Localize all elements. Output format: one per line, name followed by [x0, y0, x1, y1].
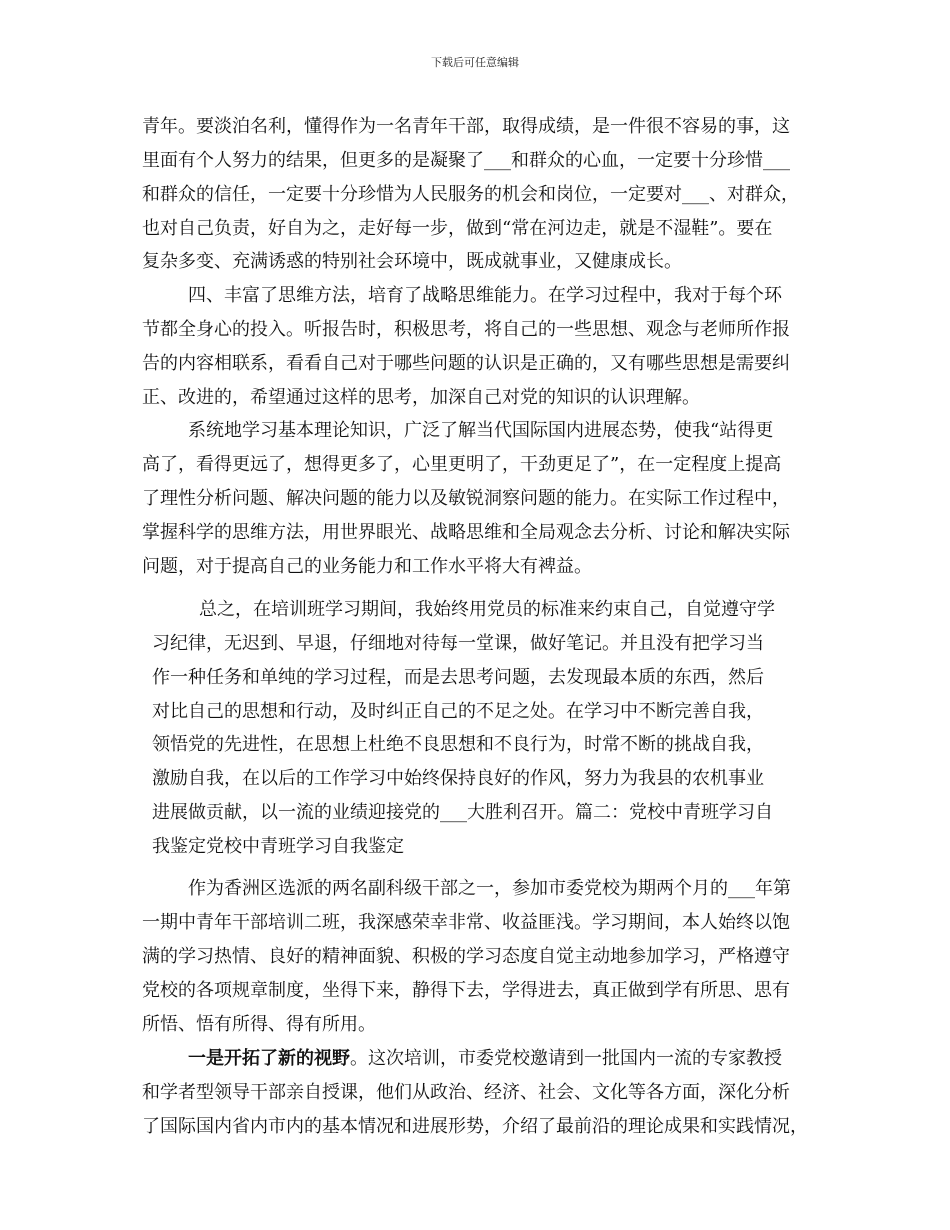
- paragraph-3-line: 了理性分析问题、解决问题的能力以及敏锐洞察问题的能力。在实际工作过程中，: [142, 488, 790, 509]
- paragraph-4-line: 对比自己的思想和行动，及时纠正自己的不足之处。在学习中不断完善自我，: [152, 701, 764, 722]
- paragraph-2-line: 四、丰富了思维方法，培育了战略思维能力。在学习过程中，我对于每个环: [188, 285, 782, 306]
- paragraph-4-line: 习纪律，无迟到、早退，仔细地对待每一堂课，做好笔记。并且没有把学习当: [152, 633, 764, 654]
- page-header: 下载后可任意编辑: [431, 56, 519, 69]
- paragraph-3-line: 系统地学习基本理论知识，广泛了解当代国际国内进展态势，使我“站得更: [188, 420, 774, 441]
- paragraph-5-line: 满的学习热情、良好的精神面貌、积极的学习态度自觉主动地参加学习，严格遵守: [142, 946, 790, 967]
- paragraph-6-line: 和学者型领导干部亲自授课，他们从政治、经济、社会、文化等各方面，深化分析: [142, 1082, 790, 1103]
- paragraph-6-heading: 一是开拓了新的视野: [188, 1048, 350, 1069]
- paragraph-1-line: 复杂多变、充满诱惑的特别社会环境中，既成就事业，又健康成长。: [142, 251, 682, 272]
- paragraph-4-line: 作一种任务和单纯的学习过程，而是去思考问题，去发现最本质的东西，然后: [152, 667, 764, 688]
- paragraph-1-line: 里面有个人努力的结果，但更多的是凝聚了___和群众的心血，一定要十分珍惜___: [142, 150, 790, 171]
- paragraph-6-line: 了国际国内省内市内的基本情况和进展形势，介绍了最前沿的理论成果和实践情况，: [142, 1116, 808, 1137]
- paragraph-2-line: 正、改进的，希望通过这样的思考，加深自己对党的知识的认识理解。: [142, 387, 700, 408]
- paragraph-3-line: 问题，对于提高自己的业务能力和工作水平将大有裨益。: [142, 556, 592, 577]
- paragraph-1-line: 青年。要淡泊名利，懂得作为一名青年干部，取得成绩，是一件很不容易的事，这: [142, 116, 790, 137]
- paragraph-5-line: 作为香洲区选派的两名副科级干部之一，参加市委党校为期两个月的___年第: [188, 878, 791, 899]
- paragraph-4-line: 进展做贡献，以一流的业绩迎接党的___大胜利召开。篇二：党校中青班学习自: [152, 802, 773, 823]
- paragraph-5-line: 一期中青年干部培训二班，我深感荣幸非常、收益匪浅。学习期间，本人始终以饱: [142, 912, 790, 933]
- paragraph-1-line: 也对自己负责，好自为之，走好每一步，做到“常在河边走，就是不湿鞋”。要在: [142, 218, 773, 239]
- paragraph-2-line: 告的内容相联系，看看自己对于哪些问题的认识是正确的，又有哪些思想是需要纠: [142, 353, 790, 374]
- paragraph-4-line: 领悟党的先进性，在思想上杜绝不良思想和不良行为，时常不断的挑战自我，: [152, 734, 764, 755]
- paragraph-4-line: 我鉴定党校中青班学习自我鉴定: [152, 836, 404, 857]
- paragraph-6-lead-text: 。这次培训，市委党校邀请到一批国内一流的专家教授: [350, 1048, 782, 1069]
- paragraph-4-line: 总之，在培训班学习期间，我始终用党员的标准来约束自己，自觉遵守学: [199, 599, 775, 620]
- paragraph-2-line: 节都全身心的投入。听报告时，积极思考，将自己的一些思想、观念与老师所作报: [142, 319, 790, 340]
- paragraph-3-line: 掌握科学的思维方法，用世界眼光、战略思维和全局观念去分析、讨论和解决实际: [142, 522, 790, 543]
- paragraph-5-line: 党校的各项规章制度，坐得下来，静得下去，学得进去，真正做到学有所思、思有: [142, 980, 790, 1001]
- paragraph-4-line: 激励自我，在以后的工作学习中始终保持良好的作风，努力为我县的农机事业: [152, 768, 764, 789]
- paragraph-3-line: 高了，看得更远了，想得更多了，心里更明了，干劲更足了”，在一定程度上提高: [142, 454, 782, 475]
- paragraph-6-first-line: [188, 1047, 782, 1071]
- paragraph-1-line: 和群众的信任，一定要十分珍惜为人民服务的机会和岗位，一定要对___、对群众，: [142, 184, 799, 205]
- paragraph-5-line: 所悟、悟有所得、得有所用。: [142, 1014, 376, 1035]
